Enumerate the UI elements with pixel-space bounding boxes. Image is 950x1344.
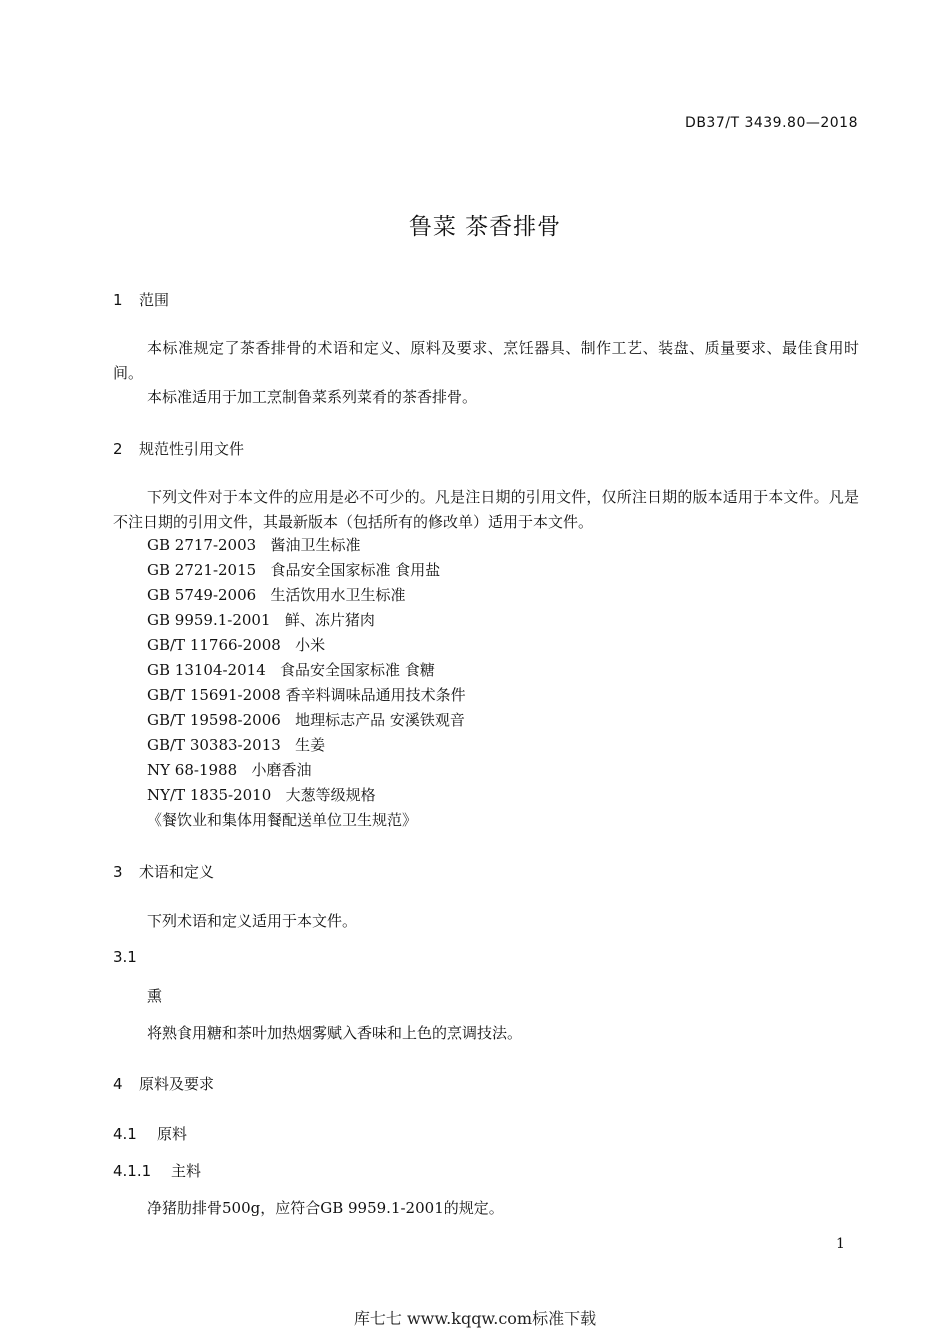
reference-item: GB/T 11766-2008 小米 <box>147 636 326 654</box>
normative-references-list <box>147 533 466 833</box>
reference-item: GB 13104-2014 食品安全国家标准 食糖 <box>147 661 435 679</box>
section-1-heading <box>113 289 169 310</box>
reference-item: GB 2721-2015 食品安全国家标准 食用盐 <box>147 561 441 579</box>
section-3-paragraph-1: 下列术语和定义适用于本文件。 <box>147 912 358 930</box>
subsection-3-1-number: 3.1 <box>113 948 137 966</box>
subsection-4-1-heading <box>113 1123 187 1144</box>
subsection-number: 4.1.1 <box>113 1162 152 1180</box>
section-2-paragraph-1: 下列文件对于本文件的应用是必不可少的。凡是注日期的引用文件，仅所注日期的版本适用于本文件。凡是不注日期的引用文件，其最新版本（包括所有的修改单）适用于本文件。 <box>113 488 859 531</box>
subsection-title: 原料 <box>157 1125 188 1143</box>
section-number: 1 <box>113 291 123 309</box>
term-name: 熏 <box>147 987 163 1005</box>
footer-watermark: 库七七 www.kqqw.com标准下载 <box>353 1309 597 1328</box>
subsection-number: 4.1 <box>113 1125 137 1143</box>
reference-item: GB/T 30383-2013 生姜 <box>147 736 326 754</box>
subsection-4-1-1-heading <box>113 1160 201 1181</box>
page-number: 1 <box>836 1236 845 1252</box>
section-title: 范围 <box>139 291 170 309</box>
reference-item: GB 9959.1-2001 鲜、冻片猪肉 <box>147 611 375 629</box>
reference-item: GB 2717-2003 酱油卫生标准 <box>147 536 361 554</box>
reference-item: NY/T 1835-2010 大葱等级规格 <box>147 786 376 804</box>
section-title: 规范性引用文件 <box>139 440 245 458</box>
subsection-title: 主料 <box>171 1162 202 1180</box>
reference-item: 《餐饮业和集体用餐配送单位卫生规范》 <box>147 811 418 829</box>
reference-item: GB/T 19598-2006 地理标志产品 安溪铁观音 <box>147 711 465 729</box>
section-1-paragraph-2: 本标准适用于加工烹制鲁菜系列菜肴的茶香排骨。 <box>147 388 478 406</box>
reference-item: NY 68-1988 小磨香油 <box>147 761 312 779</box>
reference-item: GB 5749-2006 生活饮用水卫生标准 <box>147 586 406 604</box>
reference-item: GB/T 15691-2008 香辛料调味品通用技术条件 <box>147 686 466 704</box>
section-number: 2 <box>113 440 123 458</box>
section-3-heading <box>113 861 214 882</box>
section-2-heading <box>113 438 244 459</box>
page-title: 鲁菜 茶香排骨 <box>408 214 562 240</box>
main-ingredient-text: 净猪肋排骨500g，应符合GB 9959.1-2001的规定。 <box>147 1199 504 1217</box>
section-number: 3 <box>113 863 123 881</box>
section-4-heading <box>113 1073 214 1094</box>
section-title: 术语和定义 <box>139 863 215 881</box>
document-code: DB37/T 3439.80—2018 <box>685 115 858 131</box>
term-definition: 将熟食用糖和茶叶加热烟雾赋入香味和上色的烹调技法。 <box>147 1024 523 1042</box>
section-number: 4 <box>113 1075 123 1093</box>
section-1-paragraph-1: 本标准规定了茶香排骨的术语和定义、原料及要求、烹饪器具、制作工艺、装盘、质量要求、最佳食用时间。 <box>113 339 859 382</box>
section-title: 原料及要求 <box>139 1075 215 1093</box>
